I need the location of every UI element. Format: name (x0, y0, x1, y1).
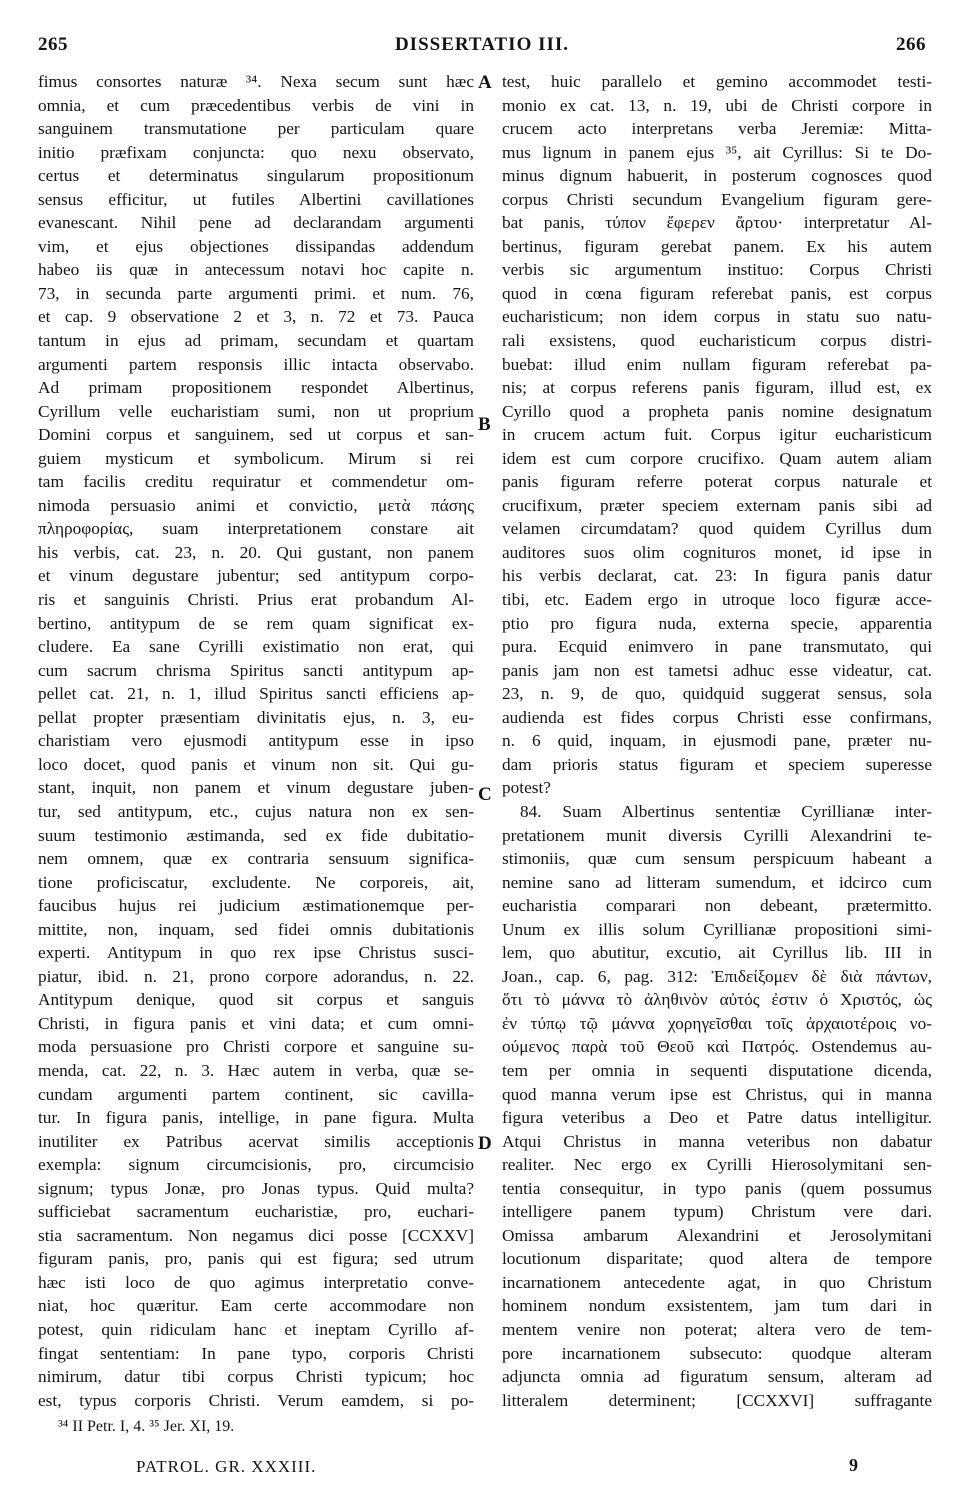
text-line: niat, hoc quæritur. Eam certe accommodare non (38, 1296, 474, 1316)
text-line: Domini corpus et sanguinem, sed ut corpus et san- (38, 425, 474, 445)
text-line: in crucem actum fuit. Corpus igitur eucharisticum (502, 425, 932, 445)
text-line: dam prioris status figuram et speciem superesse (502, 754, 932, 774)
footnotes: ³⁴ II Petr. I, 4. ³⁵ Jer. XI, 19. (58, 1418, 235, 1435)
text-line: mentem venire non poterat; altera vero de tem- (502, 1319, 932, 1339)
text-line: signum; typus Jonæ, pro Jonas typus. Quid multa? (38, 1178, 474, 1198)
text-line: nimirum, datur tibi corpus Christi typicum; hoc (38, 1367, 474, 1387)
text-line: pura. Ecquid enimvero in pane transmutato, qui (502, 637, 932, 657)
text-line: realiter. Nec ergo ex Cyrilli Hierosolymitani sen- (502, 1155, 932, 1175)
text-line: potest, quin ridiculam hanc et ineptam Cyrillo af- (38, 1319, 474, 1339)
text-line: cundam argumenti partem continent, sic cavilla- (38, 1084, 474, 1104)
left-column (38, 70, 474, 1412)
text-line: hominem nondum exsistentem, jam tum dari in (502, 1296, 932, 1316)
text-line: vim, et ejus objectiones dissipandas addendum (38, 236, 474, 256)
text-line: mus lignum in panem ejus ³⁵, ait Cyrillus: Si te Do- (502, 142, 932, 162)
text-line: panis jam non est tametsi adhuc esse videatur, cat. (502, 660, 932, 680)
margin-letter-c: C (478, 784, 492, 805)
text-line: panis figuram referre poterat corpus naturale et (502, 472, 932, 492)
text-line: tantum in ejus ad primam, secundam et quartam (38, 331, 474, 351)
text-line: auditores suos olim cognituros monet, id ipse in (502, 542, 932, 562)
text-line: stimoniis, quæ cum sensum perspicuum habeant a (502, 849, 932, 869)
text-line: tem per omnia in sequenti disputatione dicenda, (502, 1060, 932, 1080)
text-line: velamen circumdatam? quod quidem Cyrillus dum (502, 519, 932, 539)
text-line: fingat sententiam: In pane typo, corporis Christi (38, 1343, 474, 1363)
text-line: litteralem determinent; [CCXXVI] suffragante (502, 1390, 932, 1410)
text-line: argumenti partem responsis illic intacta observabo. (38, 354, 474, 374)
text-line: loco docet, quod panis et vinum non sit. Qui gu- (38, 754, 474, 774)
text-line: pellat propter præsentiam divinitatis ejus, n. 3, eu- (38, 707, 474, 727)
text-line: Omissa ambarum Alexandrini et Jerosolymitani (502, 1225, 932, 1245)
text-line: verbis sic argumentum instituo: Corpus Christi (502, 260, 932, 280)
text-line: his verbis declarat, cat. 23: In figura panis datur (502, 566, 932, 586)
text-line: cum sacrum chrisma Spiritus sancti antitypum ap- (38, 660, 474, 680)
text-line: 84. Suam Albertinus sententiæ Cyrillianæ inter- (520, 801, 932, 821)
text-line: Antitypum denique, quod sit corpus et sanguis (38, 990, 474, 1010)
text-line: crucem acto interpretans verba Jeremiæ: Mitta- (502, 119, 932, 139)
footer-signature: 9 (849, 1455, 858, 1475)
text-line: hæc isti loco de quo agimus interpretatio conve- (38, 1272, 474, 1292)
text-line: buebat: illud enim nullam figuram referebat pa- (502, 354, 932, 374)
text-line: nis; at corpus referens panis figuram, illud est, ex (502, 378, 932, 398)
text-line: πληροφορίας, suam interpretationem constare ait (38, 519, 474, 539)
text-line: bat panis, τύπον ἔφερεν ἄρτου· interpretatur Al- (502, 213, 932, 233)
text-line: evanescant. Nihil pene ad declarandam argumenti (38, 213, 474, 233)
text-line: nem omnem, quæ ex contraria sensuum significa- (38, 849, 474, 869)
text-line: charistiam vero ejusmodi antitypum esse in ipso (38, 731, 474, 751)
text-line: guiem mysticum et symbolicum. Mirum si rei (38, 448, 474, 468)
text-line: eucharistia comparari non debeant, prætermitto. (502, 896, 932, 916)
text-line: pellet cat. 21, n. 1, illud Spiritus sancti efficiens ap- (38, 684, 474, 704)
text-line: nemine sano ad litteram sumendum, et idcirco cum (502, 872, 932, 892)
text-line: tur. In figura panis, intellige, in pane figura. Multa (38, 1108, 474, 1128)
text-line: et vinum degustare jubentur; sed antitypum corpo- (38, 566, 474, 586)
footer-volume: PATROL. GR. XXXIII. (136, 1457, 317, 1476)
text-line: figuram panis, pro, panis qui est figura; sed utrum (38, 1249, 474, 1269)
text-line: audienda est fides corpus Christi esse confirmans, (502, 707, 932, 727)
text-line: tibi, etc. Eadem ergo in utroque loco figuræ acce- (502, 590, 932, 610)
text-line: Cyrillum velle eucharistiam sumi, non ut proprium (38, 401, 474, 421)
text-line: bertinus, figuram gerebat panem. Ex his autem (502, 236, 932, 256)
text-line: mittite, non, inquam, sed fidei omnis dubitationis (38, 919, 474, 939)
text-line: initio præfixam conjuncta: quo nexu observato, (38, 142, 474, 162)
text-line: n. 6 quid, inquam, in ejusmodi pane, præter nu- (502, 731, 932, 751)
text-line: ὅτι τὸ μάννα τὸ ἀληθινὸν αὐτός ἐστιν ὁ Χριστός, ὡς (502, 990, 932, 1010)
text-line: intelligere panem typum) Christum vere dari. (502, 1202, 932, 1222)
page-number-right: 266 (896, 34, 926, 55)
text-line: pretationem munit diversis Cyrilli Alexandrini te- (502, 825, 932, 845)
text-line: eucharisticum; non idem corpus in statu suo natu- (502, 307, 932, 327)
text-line: tentia consequitur, in typo panis (quem possumus (502, 1178, 932, 1198)
text-line: rali exsistens, quod eucharisticum corpus distri- (502, 331, 932, 351)
text-line: sanguinem transmutatione per particulam quare (38, 119, 474, 139)
text-line: ἐν τύπῳ τῷ μάννα χορηγεῖσθαι τοῖς ἀρχαιοτέροις νο- (502, 1013, 932, 1033)
text-line: faucibus hujus rei judicium æstimationemque per- (38, 896, 474, 916)
text-line: menda, cat. 22, n. 3. Hæc autem in verba, quæ se- (38, 1060, 474, 1080)
text-line: et cap. 9 observatione 2 et 3, n. 72 et 73. Pauca (38, 307, 474, 327)
text-line: habeo iis quæ in antecessum notavi hoc capite n. (38, 260, 474, 280)
text-line: fimus consortes naturæ ³⁴. Nexa secum sunt hæc (38, 72, 474, 91)
text-line: incarnationem antecedente agat, in quo Christum (502, 1272, 932, 1292)
text-line: corpus Christi secundum Evangelium figuram gere- (502, 189, 932, 209)
text-line: cludere. Ea sane Cyrilli existimatio non erat, qui (38, 637, 474, 657)
text-line: tur, sed antitypum, etc., cujus natura non ex sen- (38, 801, 474, 821)
text-line: test, huic parallelo et gemino accommodet testi- (502, 72, 932, 91)
text-line: quod manna verum ipse est Christus, qui in manna (502, 1084, 932, 1104)
text-line: crucifixum, præter speciem externam panis sibi ad (502, 495, 932, 515)
text-line: monio ex cat. 13, n. 19, ubi de Christi corpore in (502, 95, 932, 115)
running-title: DISSERTATIO III. (394, 34, 570, 55)
text-line: tam facilis creditu requiratur et commendetur om- (38, 472, 474, 492)
text-line: locutionum disparitate; quod altera de tempore (502, 1249, 932, 1269)
text-line: moda persuasione pro Christi corpore et sanguine su- (38, 1037, 474, 1057)
text-line: Cyrillo quod a propheta panis nomine designatum (502, 401, 932, 421)
text-line: piatur, ibid. n. 21, prono corpore adorandus, n. 22. (38, 966, 474, 986)
text-line: sufficiebat sacramentum eucharistiæ, pro, euchari- (38, 1202, 474, 1222)
text-line: stant, inquit, non panem et vinum degustare juben- (38, 778, 474, 798)
margin-letter-a: A (478, 72, 492, 93)
text-line: Atqui Christus in manna veteribus non dabatur (502, 1131, 932, 1151)
text-line: exempla: signum circumcisionis, pro, circumcisio (38, 1155, 474, 1175)
margin-letter-b: B (478, 414, 491, 435)
text-line: stia sacramentum. Non negamus dici posse [CCXXV] (38, 1225, 474, 1245)
page-header (38, 34, 926, 64)
text-line: sensus efficitur, ut futiles Albertini cavillationes (38, 189, 474, 209)
text-line: pore incarnationem subsecuto: quodque alteram (502, 1343, 932, 1363)
text-line: tione proficiscatur, excludente. Ne corporeis, ait, (38, 872, 474, 892)
text-line: est, typus corporis Christi. Verum eamdem, si po- (38, 1390, 474, 1410)
text-line: 73, in secunda parte argumenti primi. et num. 76, (38, 283, 474, 303)
text-line: Christi, in figura panis et vini data; et cum omni- (38, 1013, 474, 1033)
text-line: ris et sanguinis Christi. Prius erat probandum Al- (38, 590, 474, 610)
text-line: adjuncta omnia ad figuratum sensum, alteram ad (502, 1367, 932, 1387)
margin-letter-d: D (478, 1133, 492, 1154)
text-line: minus dignum habuerit, in posterum cognosces quod (502, 166, 932, 186)
text-line: 23, n. 9, de quo, quidquid suggerat sensus, sola (502, 684, 932, 704)
text-line: nimoda persuasio animi et convictio, μετὰ πάσης (38, 495, 474, 515)
page-number-left: 265 (38, 34, 68, 55)
text-line: idem est cum corpore crucifixo. Quam autem aliam (502, 448, 932, 468)
text-line: inutiliter ex Patribus acervat similis acceptionis (38, 1131, 474, 1151)
text-line: suum testimonio æstimanda, sed ex fide dubitatio- (38, 825, 474, 845)
text-line: Joan., cap. 6, pag. 312: Ἐπιδείξομεν δὲ διὰ πάντων, (502, 966, 932, 986)
text-line: experti. Antitypum in quo rex ipse Christus susci- (38, 943, 474, 963)
text-line: ούμενος παρὰ τοῦ Θεοῦ καὶ Πατρός. Ostendemus au- (502, 1037, 932, 1057)
text-line: certus et determinatus singularum propositionum (38, 166, 474, 186)
text-line: ptio pro figura nuda, externa specie, apparentia (502, 613, 932, 633)
text-line: lem, quo abutitur, excutio, ait Cyrillus lib. III in (502, 943, 932, 963)
right-column (502, 70, 932, 1412)
text-line: omnia, et cum præcedentibus verbis de vini in (38, 95, 474, 115)
text-line: quod in cœna figuram referebat panis, est corpus (502, 283, 932, 303)
text-line: Unum ex illis solum Cyrillianæ propositioni simi- (502, 919, 932, 939)
text-line: Ad primam propositionem respondet Albertinus, (38, 378, 474, 398)
text-line: bertino, antitypum de se rem quam significat ex- (38, 613, 474, 633)
text-line: figura veteribus a Deo et Patre datus intelligitur. (502, 1108, 932, 1128)
text-line: his verbis, cat. 23, n. 20. Qui gustant, non panem (38, 542, 474, 562)
text-line: potest? (502, 778, 551, 798)
